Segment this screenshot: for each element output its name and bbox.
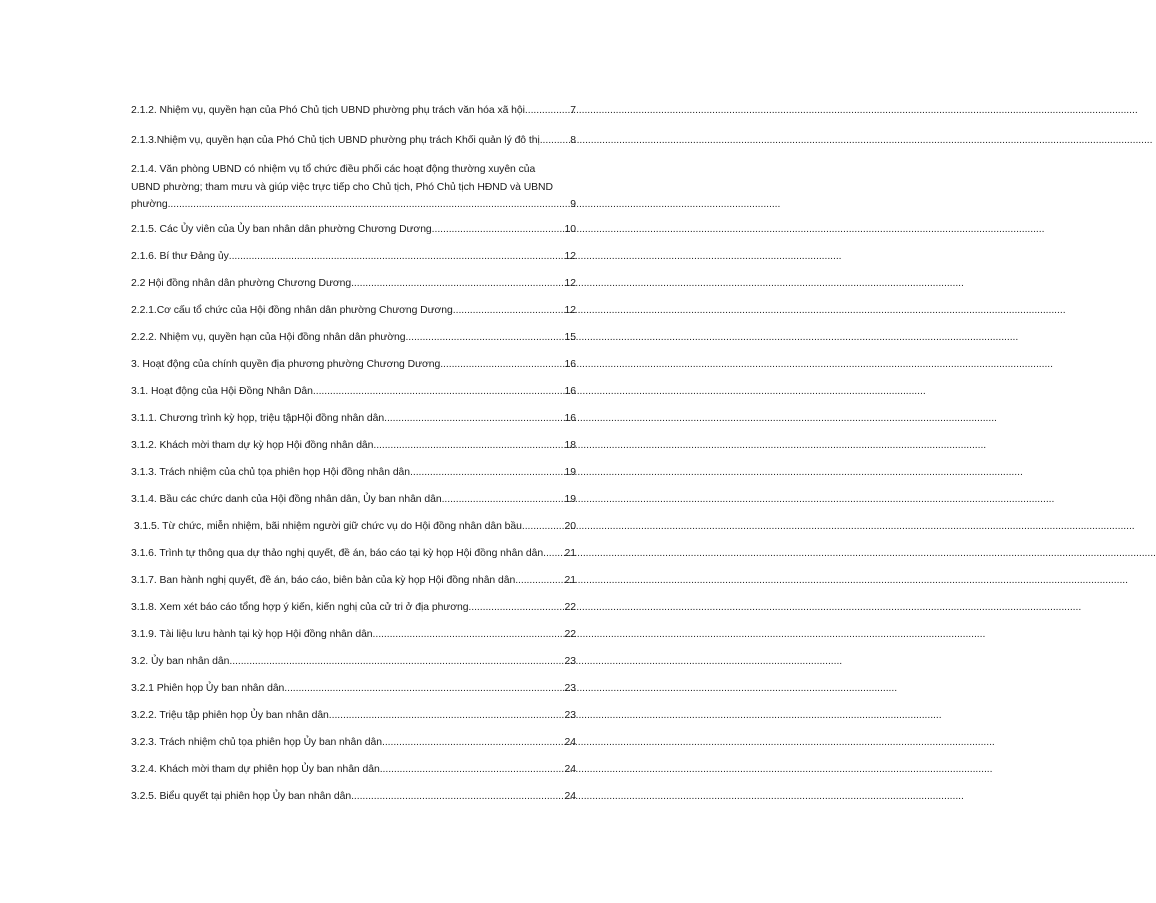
- toc-leader-dots: [540, 134, 571, 148]
- toc-entry-title: 3.1.6. Trình tự thông qua dự thảo nghị quyết, đề án, báo cáo tại kỳ họp Hội đồng nhân dân: [131, 548, 544, 559]
- toc-entry: [131, 628, 576, 642]
- toc-leader-dots: [229, 250, 565, 264]
- toc-leader-dots: [525, 104, 570, 118]
- toc-entry-title: 3. Hoạt động của chính quyền địa phương phường Chương Dương: [131, 359, 441, 370]
- toc-entry-title: 2.1.5. Các Ủy viên của Ủy ban nhân dân phường Chương Dương: [131, 224, 432, 235]
- toc-leader-dots: [522, 520, 565, 534]
- toc-entry-title: 3.2.3. Trách nhiệm chủ tọa phiên họp Ủy ban nhân dân: [131, 737, 382, 748]
- toc-entry-title: 3.2.4. Khách mời tham dự phiên họp Ủy ban nhân dân: [131, 764, 380, 775]
- toc-leader-dots: [515, 574, 564, 588]
- toc-entry-title: 3.1.1. Chương trình kỳ họp, triệu tậpHội đồng nhân dân: [131, 413, 385, 424]
- toc-entry-title: 3.1.3. Trách nhiệm của chủ tọa phiên họp Hội đồng nhân dân: [131, 467, 411, 478]
- toc-page-number: 16: [564, 359, 576, 370]
- toc-page-number: 21: [564, 575, 576, 586]
- toc-page-number: 16: [564, 413, 576, 424]
- toc-page-number: 7: [570, 105, 576, 116]
- toc-entry: [131, 682, 576, 696]
- toc-entry: [131, 574, 576, 588]
- toc-page-number: 23: [564, 656, 576, 667]
- toc-page-number: 16: [564, 386, 576, 397]
- toc-entry: [131, 709, 576, 723]
- toc-page-number: 10: [564, 224, 576, 235]
- toc-entry: [131, 493, 576, 507]
- toc-entry-title: 3.2.1 Phiên họp Ủy ban nhân dân: [131, 683, 285, 694]
- toc-page-number: 9: [570, 199, 576, 210]
- toc-page-number: 24: [564, 737, 576, 748]
- toc-entry: [131, 520, 576, 534]
- toc-leader-dots: [373, 439, 564, 453]
- toc-page-number: 12: [564, 305, 576, 316]
- toc-page-number: 22: [564, 602, 576, 613]
- toc-page-number: 12: [564, 278, 576, 289]
- toc-entry: [131, 439, 576, 453]
- toc-page-number: 23: [564, 683, 576, 694]
- toc-leader-dots: [543, 547, 564, 561]
- toc-entry: [131, 763, 576, 777]
- toc-entry-title: 3.1.7. Ban hành nghị quyết, đề án, báo cáo, biên bản của kỳ họp Hội đồng nhân dân: [131, 575, 516, 586]
- toc-leader-dots: [432, 223, 565, 237]
- toc-leader-dots: [442, 493, 565, 507]
- toc-leader-dots: [351, 790, 564, 804]
- toc-entry: [131, 655, 576, 669]
- toc-leader-dots: [229, 655, 564, 669]
- toc-page-number: 19: [564, 494, 576, 505]
- toc-entry: [131, 331, 576, 345]
- toc-leader-dots: [329, 709, 565, 723]
- toc-entry-title: 2.1.3.Nhiệm vụ, quyền hạn của Phó Chủ tịch UBND phường phụ trách Khối quản lý đô thị: [131, 135, 540, 146]
- toc-leader-dots: [410, 466, 565, 480]
- toc-entry: [131, 790, 576, 804]
- toc-page-number: 20: [564, 521, 576, 532]
- toc-leader-dots: [453, 304, 565, 318]
- toc-page-number: 22: [564, 629, 576, 640]
- toc-entry-title: 3.1.9. Tài liệu lưu hành tại kỳ họp Hội đồng nhân dân: [131, 629, 373, 640]
- toc-entry: [131, 161, 576, 214]
- toc-entry-title: 3.2.2. Triệu tập phiên họp Ủy ban nhân dân: [131, 710, 329, 721]
- toc-entry: [131, 358, 576, 372]
- toc-entry-title-line: 2.1.4. Văn phòng UBND có nhiệm vụ tổ chức điều phối các hoạt động thường xuyên của: [131, 164, 536, 175]
- toc-entry: [131, 223, 576, 237]
- toc-leader-dots: [313, 385, 565, 399]
- toc-entry: [131, 466, 576, 480]
- toc-entry-title: 3.2. Ủy ban nhân dân: [131, 656, 230, 667]
- toc-entry-title: 2.1.2. Nhiệm vụ, quyền hạn của Phó Chủ tịch UBND phường phụ trách văn hóa xã hội: [131, 105, 525, 116]
- toc-leader-dots: [373, 628, 565, 642]
- toc-page-number: 24: [564, 764, 576, 775]
- toc-leader-dots: [384, 412, 564, 426]
- toc-entry: [131, 601, 576, 615]
- toc-leader-dots: [405, 331, 564, 345]
- toc-entry: [131, 412, 576, 426]
- toc-leader-dots: [168, 196, 571, 214]
- toc-page-number: 18: [564, 440, 576, 451]
- toc-entry: [131, 304, 576, 318]
- toc-entry-title: 3.1.2. Khách mời tham dự kỳ họp Hội đồng nhân dân: [131, 440, 374, 451]
- toc-entry-title: 3.1.4. Bầu các chức danh của Hội đồng nhân dân, Ủy ban nhân dân: [131, 494, 442, 505]
- toc-leader-dots: [468, 601, 564, 615]
- toc-page-number: 21: [564, 548, 576, 559]
- toc-entry-title: 3.1.8. Xem xét báo cáo tổng hợp ý kiến, kiến nghị của cử tri ở địa phương: [131, 602, 469, 613]
- toc-leader-dots: [380, 763, 565, 777]
- toc-entry: [131, 250, 576, 264]
- toc-entry-title: 2.2.1.Cơ cấu tổ chức của Hội đồng nhân dân phường Chương Dương: [131, 305, 453, 316]
- toc-leader-dots: [382, 736, 565, 750]
- toc-page-number: 12: [564, 251, 576, 262]
- toc-entry-title: 3.1.5. Từ chức, miễn nhiệm, bãi nhiệm người giữ chức vụ do Hội đồng nhân dân bầu: [131, 521, 522, 532]
- toc-page-number: 24: [564, 791, 576, 802]
- toc-entry-title: 3.1. Hoạt động của Hội Đồng Nhân Dân: [131, 386, 313, 397]
- toc-entry: [131, 277, 576, 291]
- toc-entry-title: 2.2.2. Nhiệm vụ, quyền hạn của Hội đồng nhân dân phường: [131, 332, 406, 343]
- toc-entry: [131, 385, 576, 399]
- toc-leader-dots: [284, 682, 564, 696]
- toc-entry-title: 3.2.5. Biểu quyết tại phiên họp Ủy ban nhân dân: [131, 791, 352, 802]
- toc-entry: [131, 134, 576, 148]
- toc-entry-title: 2.2 Hội đồng nhân dân phường Chương Dương: [131, 278, 352, 289]
- toc-page-number: 8: [570, 135, 576, 146]
- toc-entry: [131, 547, 576, 561]
- toc-entry: [131, 104, 576, 118]
- toc-leader-dots: [351, 277, 564, 291]
- toc-entry: [131, 736, 576, 750]
- toc-page-number: 23: [564, 710, 576, 721]
- toc-leader-dots: [440, 358, 564, 372]
- toc-page-number: 15: [564, 332, 576, 343]
- toc-entry-title: phường: [131, 199, 168, 210]
- toc-entry-title-line: UBND phường; tham mưu và giúp việc trực tiếp cho Chủ tịch, Phó Chủ tịch HĐND và UBND: [131, 181, 553, 193]
- toc-entry-title: 2.1.6. Bí thư Đảng ủy: [131, 251, 229, 262]
- toc-page-number: 19: [564, 467, 576, 478]
